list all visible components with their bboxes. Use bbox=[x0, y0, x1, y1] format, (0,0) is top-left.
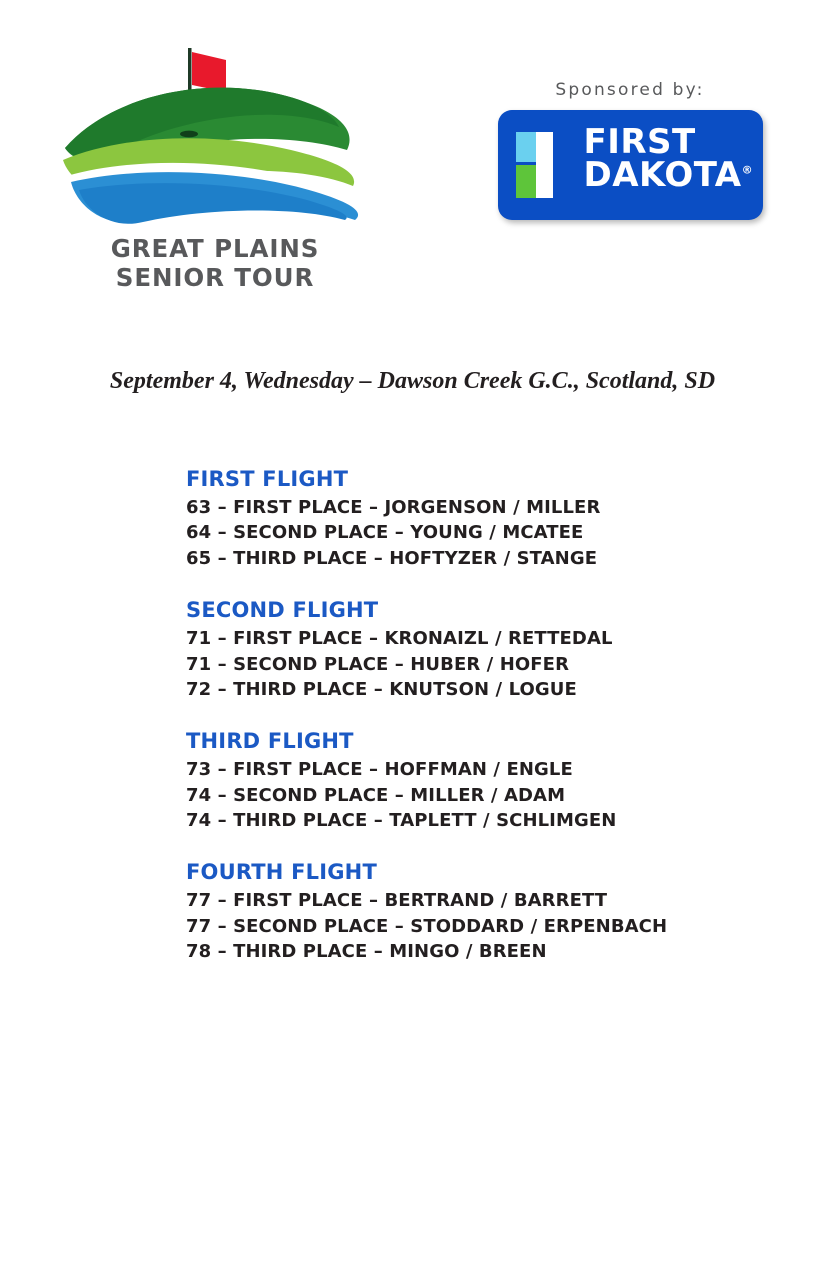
flight-result-row: 71 – FIRST PLACE – KRONAIZL / RETTEDAL bbox=[186, 628, 613, 650]
flight-result-row: 72 – THIRD PLACE – KNUTSON / LOGUE bbox=[186, 678, 577, 700]
first-dakota-mark-icon bbox=[516, 132, 572, 198]
flight-group bbox=[186, 467, 825, 571]
flight-result-row: 64 – SECOND PLACE – YOUNG / MCATEE bbox=[186, 522, 584, 544]
flight-title: FIRST FLIGHT bbox=[186, 467, 349, 491]
tour-logo-block bbox=[55, 30, 395, 292]
sponsored-by-label: Sponsored by: bbox=[555, 80, 705, 100]
flight-group bbox=[186, 598, 825, 702]
golf-green-flag-logo bbox=[55, 30, 375, 230]
flight-title: SECOND FLIGHT bbox=[186, 598, 379, 623]
flight-result-row: 77 – FIRST PLACE – BERTRAND / BARRETT bbox=[186, 890, 608, 912]
flight-result-row: 77 – SECOND PLACE – STODDARD / ERPENBACH bbox=[186, 915, 668, 937]
flight-result-row: 74 – THIRD PLACE – TAPLETT / SCHLIMGEN bbox=[186, 810, 617, 831]
logo-artwork bbox=[55, 30, 375, 230]
first-dakota-wordmark bbox=[583, 122, 754, 195]
flight-result-row: 73 – FIRST PLACE – HOFFMAN / ENGLE bbox=[186, 759, 573, 781]
flight-result-row: 63 – FIRST PLACE – JORGENSON / MILLER bbox=[186, 497, 601, 518]
first-dakota-line1: FIRST bbox=[583, 122, 696, 162]
flight-title: FOURTH FLIGHT bbox=[186, 860, 377, 885]
first-dakota-line2: DAKOTA bbox=[583, 154, 742, 195]
first-dakota-logo bbox=[498, 110, 763, 220]
results-list bbox=[0, 467, 825, 965]
flight-group bbox=[186, 860, 825, 964]
flight-result-row: 71 – SECOND PLACE – HUBER / HOFER bbox=[186, 653, 570, 675]
flight-result-row: 74 – SECOND PLACE – MILLER / ADAM bbox=[186, 784, 566, 806]
tour-logo-title: GREAT PLAINS SENIOR TOUR bbox=[110, 234, 320, 292]
flight-group bbox=[186, 729, 825, 833]
flight-title: THIRD FLIGHT bbox=[186, 729, 354, 754]
flight-result-row: 65 – THIRD PLACE – HOFTYZER / STANGE bbox=[186, 547, 598, 569]
registered-mark: ® bbox=[741, 163, 754, 177]
flight-result-row: 78 – THIRD PLACE – MINGO / BREEN bbox=[186, 941, 547, 963]
event-heading: September 4, Wednesday – Dawson Creek G.C., Scotland, SD bbox=[109, 368, 716, 394]
sponsor-block bbox=[495, 80, 765, 220]
page-header bbox=[0, 0, 825, 300]
